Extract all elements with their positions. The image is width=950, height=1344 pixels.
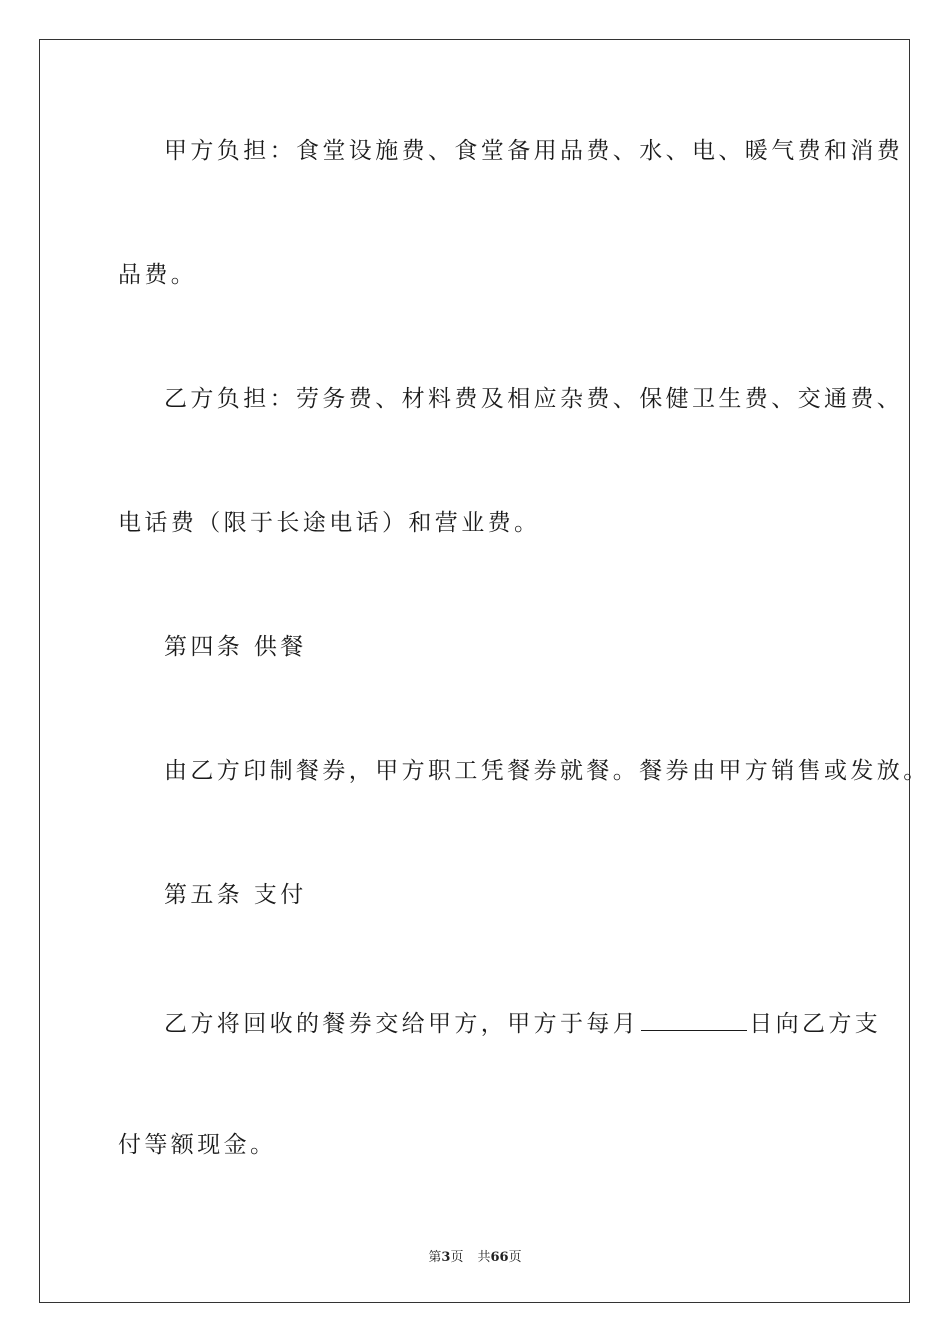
paragraph-payment-line2: 付等额现金。 <box>118 1132 277 1158</box>
paragraph-party-b-costs-line2: 电话费（限于长途电话）和营业费。 <box>118 510 541 536</box>
paragraph-payment-line1 <box>164 1008 884 1039</box>
article-5-heading: 第五条 支付 <box>164 882 307 908</box>
payment-text-after-blank: 日向乙方支 <box>749 1011 882 1037</box>
footer-page-suffix: 页 <box>450 1250 464 1265</box>
footer-total-prefix: 共 <box>477 1250 491 1265</box>
paragraph-meal-tickets: 由乙方印制餐券，甲方职工凭餐券就餐。餐券由甲方销售或发放。 <box>164 758 930 784</box>
article-4-heading: 第四条 供餐 <box>164 634 307 660</box>
page-border <box>39 39 930 1303</box>
footer-total-suffix: 页 <box>508 1250 522 1265</box>
payment-text-before-blank: 乙方将回收的餐券交给甲方，甲方于每月 <box>164 1011 640 1037</box>
footer-page-number: 3 <box>441 1250 451 1265</box>
footer-total-pages: 66 <box>490 1250 509 1265</box>
paragraph-party-a-costs-line1: 甲方负担：食堂设施费、食堂备用品费、水、电、暖气费和消费 <box>164 138 904 164</box>
day-blank-field[interactable] <box>641 1008 747 1031</box>
footer-page-prefix: 第 <box>428 1250 442 1265</box>
paragraph-party-a-costs-line2: 品费。 <box>118 262 198 288</box>
paragraph-party-b-costs-line1: 乙方负担：劳务费、材料费及相应杂费、保健卫生费、交通费、 <box>164 386 904 412</box>
page-footer <box>0 1246 950 1265</box>
